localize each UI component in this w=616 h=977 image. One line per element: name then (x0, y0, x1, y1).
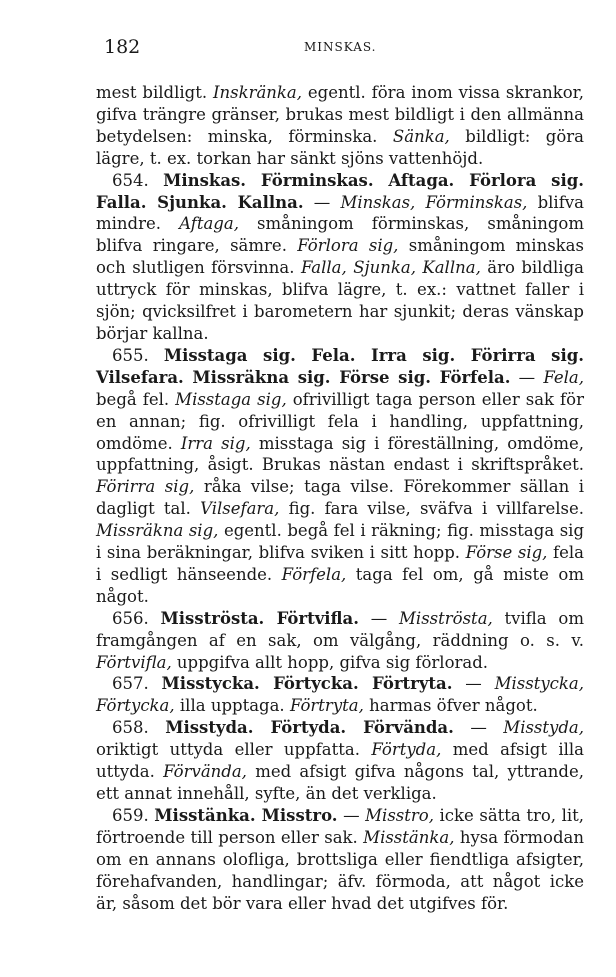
entry-657 (96, 673, 584, 717)
text: äro bildliga uttryck för minskas, blifva lägre, t. ex.: vattnet faller i sjön; qvicksilfret i barometern har sjunkit; deras vänskap börjar kallna. (96, 258, 584, 343)
term: Förtryta, (289, 696, 364, 716)
text: 655. (112, 345, 164, 365)
term: Inskränka, (212, 83, 302, 102)
term: Misstycka, Förtycka, (96, 674, 584, 716)
text: 658. (112, 718, 166, 738)
text: 657. (112, 674, 162, 694)
text: — (303, 192, 341, 212)
text: råka vilse; taga vilse. Förekommer sällan i dagligt tal. (96, 477, 584, 519)
headwords: Minskas. Förminskas. Aftaga. Förlora sig. Falla. Sjunka. Kallna. (96, 170, 584, 212)
term: Fela, (543, 367, 584, 387)
term: Missräkna sig, (96, 521, 219, 541)
running-head (104, 36, 588, 60)
text: — (337, 805, 366, 825)
term: Förtvifla, (96, 652, 172, 672)
headwords: Misstänka. Misstro. (154, 805, 338, 825)
text: misstaga sig i föreställning, omdöme, uppfattning, åsigt. Brukas nästan endast i skriftspråket. (96, 433, 584, 475)
entry-656 (96, 608, 584, 674)
text: egentl. begå fel i räkning; fig. misstaga sig i sina beräkningar, blifva sviken i sitt hopp. (96, 521, 585, 563)
text: begå fel. (96, 389, 176, 409)
text: mest bildligt. (96, 83, 213, 102)
text: fela i sedligt hänseende. (96, 543, 585, 584)
headwords: Misströsta. Förtvifla. (160, 608, 359, 628)
term: Misstyda, (503, 718, 585, 738)
body-text (96, 82, 584, 914)
text: illa upptaga. (174, 696, 290, 716)
headwords: Misstaga sig. Fela. Irra sig. Förirra sig. Vilsefara. Missräkna sig. Förse sig. Förfela. (96, 345, 585, 387)
term: Minskas, Förminskas, (340, 192, 528, 212)
text: taga fel om, gå miste om något. (96, 564, 585, 606)
text: 656. (112, 608, 161, 628)
text: 659. (112, 805, 155, 825)
text: småningom förminskas, småningom blifva ringare, sämre. (96, 214, 584, 256)
text: 654. (112, 170, 164, 190)
term: Misströsta, (399, 608, 493, 628)
text: med afsigt illa uttyda. (96, 740, 585, 782)
text: harmas öfver något. (363, 696, 538, 716)
text: bildligt: göra lägre, t. ex. torkan har sänkt sjöns vattenhöjd. (96, 126, 584, 168)
running-title: MINSKAS. (304, 40, 377, 54)
term: Falla, Sjunka, Kallna, (300, 258, 481, 278)
paragraph-continuation (96, 82, 584, 170)
term: Misstaga sig, (175, 389, 287, 409)
text: blifva mindre. (96, 192, 584, 234)
text: småningom minskas och slutligen försvinna. (96, 236, 584, 278)
term: Aftaga, (179, 214, 239, 234)
term: Förtyda, (371, 740, 442, 760)
text: tvifla om framgången af en sak, om välgång, räddning o. s. v. (96, 608, 584, 650)
entry-655 (96, 345, 584, 608)
text: oriktigt uttyda eller uppfatta. (96, 740, 372, 760)
term: Förirra sig, (96, 477, 195, 497)
text: — (453, 718, 504, 738)
text: hysa förmodan om en annans olofliga, brottsliga eller fiendtliga afsigter, förehafvanden, handlingar; äfv. förmoda, att något icke är, såsom det bör vara eller hvad det utgifves för. (96, 827, 584, 913)
entry-658 (96, 717, 584, 805)
term: Förfela, (281, 564, 347, 584)
term: Vilsefara, (200, 499, 280, 519)
text: egentl. föra inom vissa skrankor, gifva trängre gränser, brukas mest bildligt i den allmänna betydelsen: minska, förminska. (96, 83, 584, 146)
text: — (358, 608, 400, 628)
headwords: Misstyda. Förtyda. Förvända. (165, 718, 454, 738)
text: icke sätta tro, lit, förtroende till person eller sak. (96, 805, 585, 847)
term: Misstro, (365, 805, 434, 825)
text: fig. fara vilse, sväfva i villfarelse. (279, 499, 584, 519)
headwords: Misstycka. Förtycka. Förtryta. (161, 674, 453, 694)
entry-654 (96, 170, 584, 345)
text: — (452, 674, 495, 694)
term: Irra sig, (180, 433, 251, 453)
text: — (510, 367, 544, 387)
term: Förse sig, (465, 543, 548, 563)
page-number: 182 (104, 36, 141, 58)
term: Förvända, (163, 762, 247, 782)
term: Misstänka, (363, 827, 455, 847)
term: Förlora sig, (297, 236, 399, 256)
text: ofrivilligt taga person eller sak för en annan; fig. ofrivilligt fela i handling, uppfattning, omdöme. (96, 389, 584, 453)
entry-659 (96, 805, 584, 915)
term: Sänka, (392, 126, 450, 146)
text: uppgifva allt hopp, gifva sig förlorad. (171, 652, 489, 672)
text: med afsigt gifva någons tal, yttrande, ett annat innehåll, syfte, än det verkliga. (96, 762, 584, 803)
